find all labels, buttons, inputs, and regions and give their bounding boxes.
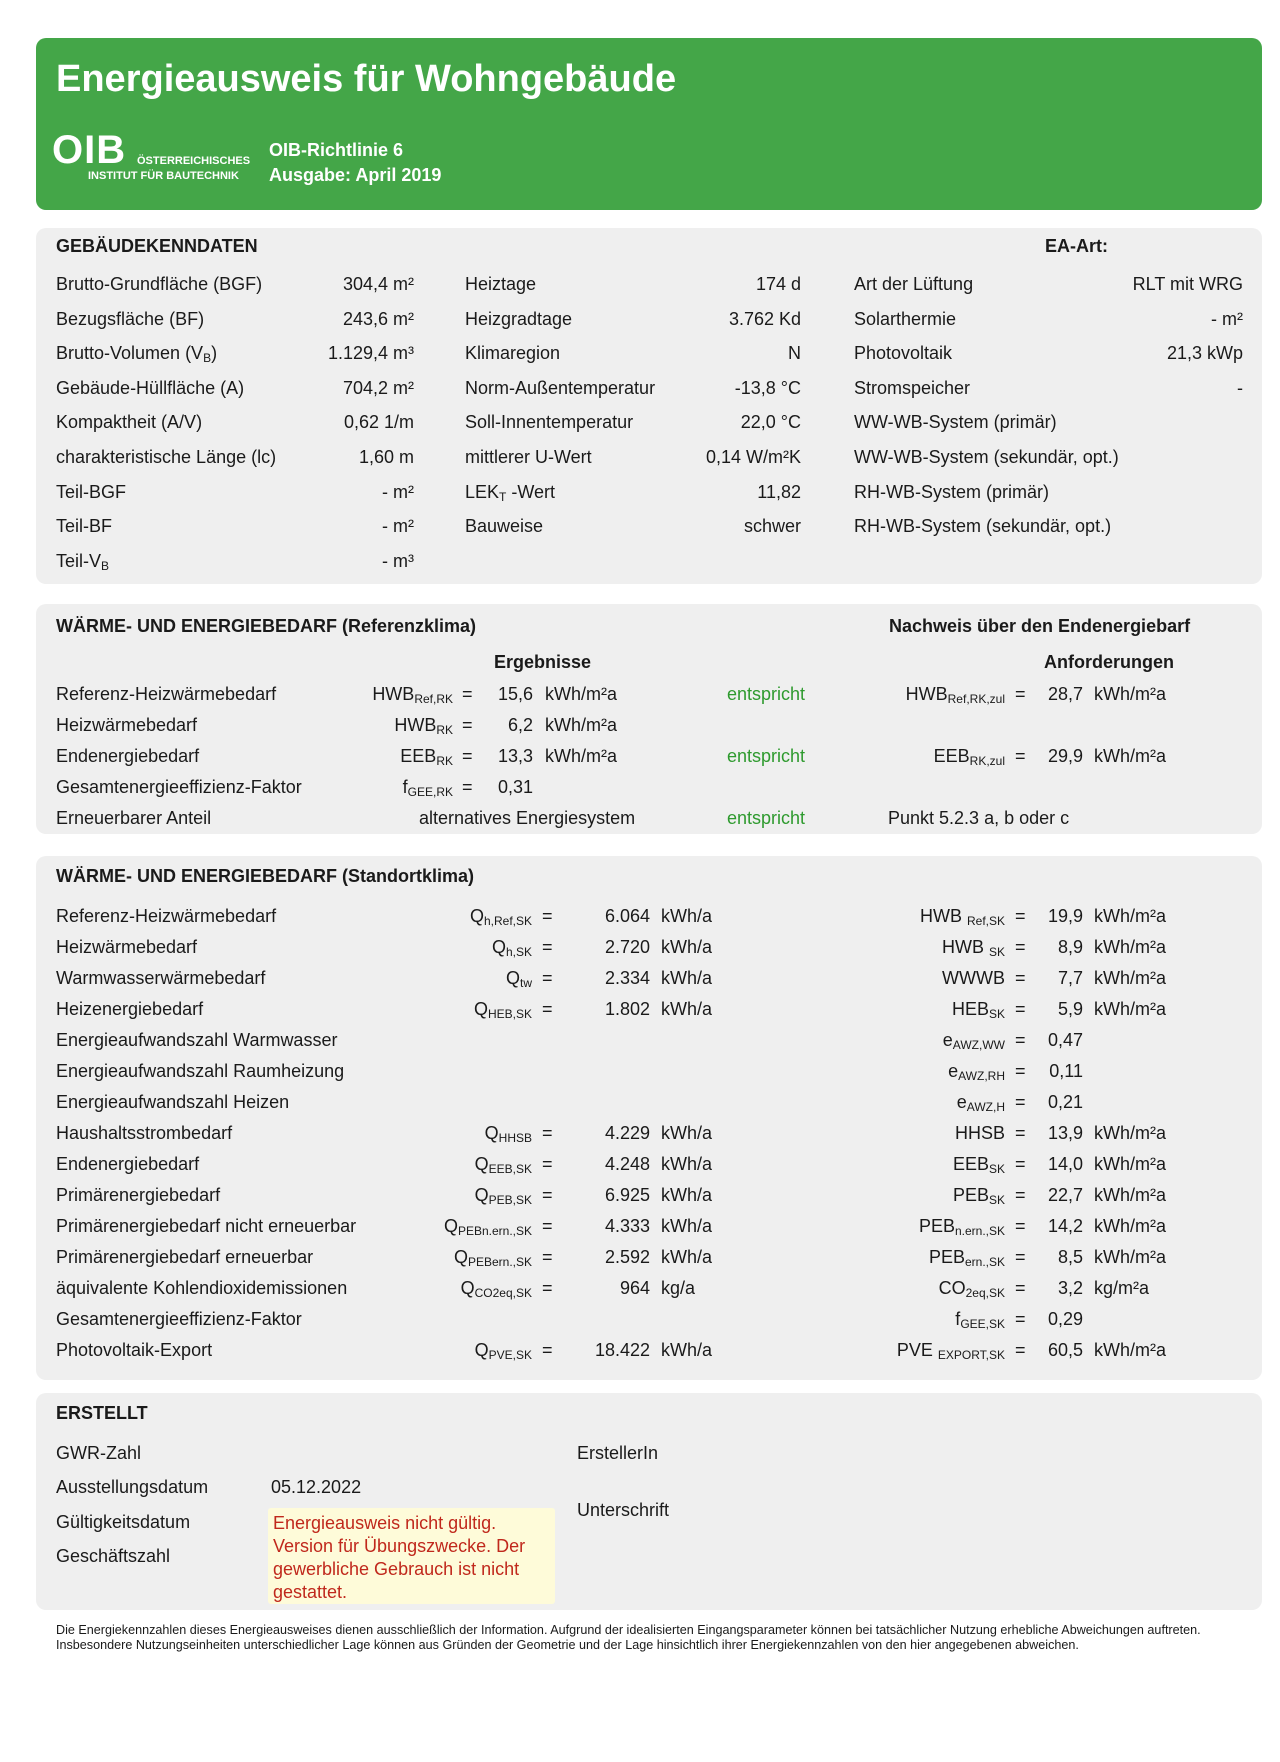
- building-value: 22,0 °C: [740, 412, 801, 433]
- building-value: - m²: [382, 481, 414, 502]
- site-symbol: $Q_{HEB,SK}$: [473, 999, 532, 1021]
- site-value: 4.229: [604, 1123, 650, 1143]
- site-label: Energieaufwandszahl Heizen: [56, 1092, 290, 1112]
- site-specific-unit: kWh/m²a: [1094, 1154, 1166, 1174]
- requirements-heading: Anforderungen: [1044, 652, 1174, 672]
- site-specific-value: 19,9: [1047, 906, 1083, 926]
- oib-logo: OIB: [52, 128, 127, 172]
- site-symbol: $Q_{CO2eq,SK}$: [460, 1278, 532, 1300]
- site-symbol: $Q_{tw}$: [505, 968, 532, 990]
- site-label: Primärenergiebedarf erneuerbar: [56, 1247, 314, 1267]
- building-value: -: [1237, 377, 1243, 398]
- created-heading: ERSTELLT: [56, 1403, 148, 1423]
- validity-label: Gültigkeitsdatum: [56, 1512, 191, 1532]
- page-title: Energieausweis für Wohngebäude: [56, 58, 677, 100]
- site-label: Referenz-Heizwärmebedarf: [56, 906, 277, 926]
- site-value: 6.064: [604, 906, 650, 926]
- site-specific-value: 5,9: [1057, 999, 1083, 1019]
- site-label: Endenergiebedarf: [56, 1154, 200, 1174]
- site-symbol: $Q_{HHSB}$: [484, 1123, 532, 1145]
- site-equals: =: [542, 1216, 553, 1236]
- requirement-symbol: $HWB_{Ref,RK,zul}$: [905, 684, 1005, 706]
- site-value: 18.422: [594, 1340, 650, 1360]
- building-label: Gebäude-Hüllfläche (A): [56, 377, 245, 398]
- gwr-label: GWR-Zahl: [56, 1443, 141, 1463]
- reference-label: Endenergiebedarf: [56, 746, 200, 766]
- site-specific-symbol: $f_{GEE,SK}$: [955, 1309, 1005, 1331]
- site-specific-equals: =: [1015, 1154, 1026, 1174]
- site-specific-equals: =: [1015, 968, 1026, 988]
- case-number-label: Geschäftszahl: [56, 1546, 171, 1566]
- site-value: 2.720: [604, 937, 650, 957]
- site-equals: =: [542, 937, 553, 957]
- building-value: 1.129,4 m³: [327, 343, 414, 364]
- reference-status: entspricht: [727, 746, 806, 766]
- building-value: 304,4 m²: [342, 274, 414, 294]
- warning-text: Energieausweis nicht gültig. Version für Übungszwecke. Der gewerbliche Gebrauch ist nicht gestattet.: [273, 1513, 526, 1602]
- requirement-unit: kWh/m²a: [1094, 746, 1166, 766]
- site-specific-unit: kWh/m²a: [1094, 1340, 1166, 1360]
- site-symbol: $Q_{EEB,SK}$: [474, 1154, 532, 1176]
- site-specific-equals: =: [1015, 999, 1026, 1019]
- site-specific-symbol: PVE $_{EXPORT,SK}$: [896, 1340, 1005, 1362]
- renewable-value: alternatives Energiesystem: [419, 808, 636, 828]
- signature-label: Unterschrift: [577, 1500, 670, 1520]
- site-specific-unit: kWh/m²a: [1094, 1123, 1166, 1143]
- site-specific-unit: kWh/m²a: [1094, 1185, 1166, 1205]
- site-specific-unit: kWh/m²a: [1094, 999, 1166, 1019]
- site-label: Energieaufwandszahl Raumheizung: [56, 1061, 345, 1081]
- building-value: - m³: [382, 550, 414, 571]
- site-label: äquivalente Kohlendioxidemissionen: [56, 1278, 348, 1298]
- renewable-label: Erneuerbarer Anteil: [56, 808, 212, 828]
- site-specific-unit: kWh/m²a: [1094, 968, 1166, 988]
- site-value: 4.333: [604, 1216, 650, 1236]
- site-label: Primärenergiebedarf: [56, 1185, 221, 1205]
- site-label: Gesamtenergieeffizienz-Faktor: [56, 1309, 302, 1329]
- author-label: ErstellerIn: [577, 1443, 659, 1463]
- site-specific-value: 7,7: [1057, 968, 1083, 988]
- site-value: 964: [619, 1278, 650, 1298]
- site-symbol: $Q_{h,SK}$: [491, 937, 532, 959]
- building-value: 0,62 1/m: [343, 412, 414, 433]
- site-specific-equals: =: [1015, 1030, 1026, 1050]
- site-equals: =: [542, 906, 553, 926]
- building-value: 3.762 Kd: [728, 308, 801, 329]
- building-label: Kompaktheit (A/V): [56, 412, 203, 433]
- building-label: Teil-BGF: [56, 481, 127, 502]
- site-equals: =: [542, 1185, 553, 1205]
- site-specific-symbol: HWB $_{SK}$: [941, 937, 1005, 959]
- building-label: Klimaregion: [465, 343, 561, 364]
- building-label: mittlerer U-Wert: [465, 447, 592, 467]
- building-label: Stromspeicher: [854, 377, 971, 398]
- reference-heading: WÄRME- UND ENERGIEBEDARF (Referenzklima): [56, 616, 477, 636]
- requirement-value: 29,9: [1047, 746, 1083, 766]
- reference-value: 0,31: [497, 777, 533, 797]
- requirement-equals: =: [1015, 684, 1026, 704]
- requirement-symbol: $EEB_{RK,zul}$: [933, 746, 1005, 768]
- site-label: Heizwärmebedarf: [56, 937, 198, 957]
- requirement-equals: =: [1015, 746, 1026, 766]
- building-label: RH-WB-System (primär): [854, 481, 1049, 502]
- site-value: 4.248: [604, 1154, 650, 1174]
- site-equals: =: [542, 968, 553, 988]
- building-value: RLT mit WRG: [1132, 274, 1243, 294]
- site-specific-value: 22,7: [1047, 1185, 1083, 1205]
- site-unit: kWh/a: [661, 1123, 713, 1143]
- site-label: Primärenergiebedarf nicht erneuerbar: [56, 1216, 357, 1236]
- guideline-label: OIB-Richtlinie 6: [269, 140, 404, 160]
- reference-panel: [36, 604, 1262, 834]
- site-specific-value: 14,2: [1047, 1216, 1083, 1236]
- reference-value: 15,6: [497, 684, 533, 704]
- site-specific-equals: =: [1015, 1247, 1026, 1267]
- building-label: Bauweise: [465, 516, 544, 537]
- requirement-unit: kWh/m²a: [1094, 684, 1166, 704]
- building-label: Art der Lüftung: [854, 274, 974, 294]
- building-label: Norm-Außentemperatur: [465, 377, 656, 398]
- building-label: RH-WB-System (sekundär, opt.): [854, 516, 1112, 537]
- site-unit: kWh/a: [661, 1247, 713, 1267]
- building-label: Teil-$V_B$: [56, 550, 110, 573]
- site-specific-unit: kWh/m²a: [1094, 1216, 1166, 1236]
- site-symbol: $Q_{h,Ref,SK}$: [469, 906, 532, 928]
- site-specific-symbol: $e_{AWZ,RH}$: [948, 1061, 1005, 1083]
- site-specific-symbol: HWB $_{Ref,SK}$: [919, 906, 1005, 928]
- site-label: Photovoltaik-Export: [56, 1340, 213, 1360]
- proof-heading: Nachweis über den Endenergiebarf: [889, 616, 1191, 636]
- reference-equals: =: [462, 684, 473, 704]
- site-value: 2.334: [604, 968, 650, 988]
- site-specific-equals: =: [1015, 1278, 1026, 1298]
- building-label: $LEK_T$ -Wert: [465, 481, 556, 504]
- building-label: Soll-Innentemperatur: [465, 412, 634, 433]
- building-value: 704,2 m²: [342, 377, 414, 398]
- building-value: 0,14 W/m²K: [705, 447, 801, 467]
- site-equals: =: [542, 1278, 553, 1298]
- site-specific-equals: =: [1015, 1340, 1026, 1360]
- reference-label: Gesamtenergieeffizienz-Faktor: [56, 777, 302, 797]
- reference-symbol: $HWB_{RK}$: [394, 715, 453, 737]
- site-value: 1.802: [604, 999, 650, 1019]
- building-label: Heizgradtage: [465, 308, 573, 329]
- site-specific-equals: =: [1015, 1185, 1026, 1205]
- building-value: 243,6 m²: [342, 308, 414, 329]
- reference-unit: kWh/m²a: [545, 715, 617, 735]
- site-unit: kWh/a: [661, 1340, 713, 1360]
- building-label: Brutto-Grundfläche (BGF): [56, 274, 263, 294]
- site-specific-unit: kWh/m²a: [1094, 1247, 1166, 1267]
- reference-value: 6,2: [507, 715, 533, 735]
- building-label: charakteristische Länge (lc): [56, 447, 277, 467]
- building-value: 1,60 m: [358, 447, 414, 467]
- site-symbol: $Q_{PEBn.ern.,SK}$: [443, 1216, 532, 1238]
- reference-unit: kWh/m²a: [545, 684, 617, 704]
- building-label: Teil-BF: [56, 516, 113, 537]
- site-specific-equals: =: [1015, 906, 1026, 926]
- site-value: 6.925: [604, 1185, 650, 1205]
- site-specific-value: 0,29: [1047, 1309, 1083, 1329]
- site-equals: =: [542, 1123, 553, 1143]
- site-specific-symbol: $PEB_{n.ern.,SK}$: [918, 1216, 1005, 1238]
- reference-label: Heizwärmebedarf: [56, 715, 198, 735]
- site-symbol: $Q_{PEB,SK}$: [474, 1185, 532, 1207]
- reference-symbol: $HWB_{Ref,RK}$: [372, 684, 453, 706]
- disclaimer-footnote: Die Energiekennzahlen dieses Energieausweises dienen ausschließlich der Information. Aufgrund der idealisierten Eingangsparameter können bei tatsächlicher Nutzung erhebliche Abweichungen auftreten. Insbesondere Nutzungseinheiten unterschiedlicher Lage können aus Gründen der Geometrie und der Lage hinsichtlich ihrer Energiekennzahlen von den hier angegebenen abweichen.: [56, 1623, 1201, 1652]
- site-specific-value: 8,9: [1057, 937, 1083, 957]
- site-specific-equals: =: [1015, 1216, 1026, 1236]
- site-equals: =: [542, 1247, 553, 1267]
- site-specific-equals: =: [1015, 1092, 1026, 1112]
- building-value: -13,8 °C: [734, 377, 801, 398]
- site-specific-symbol: $e_{AWZ,H}$: [956, 1092, 1005, 1114]
- requirement-value: 28,7: [1047, 684, 1083, 704]
- site-specific-equals: =: [1015, 937, 1026, 957]
- header-banner: [36, 38, 1262, 210]
- site-specific-equals: =: [1015, 1061, 1026, 1081]
- site-unit: kg/a: [661, 1278, 696, 1298]
- site-unit: kWh/a: [661, 968, 713, 988]
- building-value: schwer: [743, 516, 801, 537]
- site-specific-symbol: $EEB_{SK}$: [952, 1154, 1005, 1176]
- ea-art-label: EA-Art:: [1045, 236, 1108, 256]
- site-specific-value: 60,5: [1047, 1340, 1083, 1360]
- building-value: - m²: [382, 516, 414, 537]
- reference-equals: =: [462, 715, 473, 735]
- site-equals: =: [542, 999, 553, 1019]
- reference-status: entspricht: [727, 684, 806, 704]
- renewable-status: entspricht: [727, 808, 806, 828]
- site-panel: [36, 856, 1262, 1380]
- site-label: Haushaltsstrombedarf: [56, 1123, 233, 1143]
- reference-equals: =: [462, 777, 473, 797]
- building-label: WW-WB-System (primär): [854, 412, 1057, 433]
- site-unit: kWh/a: [661, 1185, 713, 1205]
- issue-date-label: Ausstellungsdatum: [56, 1477, 209, 1497]
- building-label: Brutto-Volumen $(V_B)$: [56, 343, 218, 366]
- site-specific-unit: kWh/m²a: [1094, 906, 1166, 926]
- site-unit: kWh/a: [661, 1154, 713, 1174]
- site-unit: kWh/a: [661, 999, 713, 1019]
- edition-label: Ausgabe: April 2019: [269, 165, 442, 185]
- site-heading: WÄRME- UND ENERGIEBEDARF (Standortklima): [56, 866, 475, 886]
- site-specific-value: 14,0: [1047, 1154, 1083, 1174]
- building-heading: GEBÄUDEKENNDATEN: [56, 236, 258, 256]
- building-value: 21,3 kWp: [1166, 343, 1243, 364]
- site-specific-value: 0,47: [1047, 1030, 1083, 1050]
- issue-date-value: 05.12.2022: [271, 1477, 362, 1497]
- site-label: Heizenergiebedarf: [56, 999, 204, 1019]
- building-label: WW-WB-System (sekundär, opt.): [854, 447, 1119, 467]
- site-label: Warmwasserwärmebedarf: [56, 968, 266, 988]
- building-value: 11,82: [757, 481, 801, 502]
- site-specific-value: 3,2: [1057, 1278, 1083, 1298]
- building-label: Photovoltaik: [854, 343, 953, 364]
- reference-label: Referenz-Heizwärmebedarf: [56, 684, 277, 704]
- building-value: 174 d: [755, 274, 801, 294]
- site-symbol: $Q_{PVE,SK}$: [474, 1340, 532, 1362]
- site-specific-equals: =: [1015, 1309, 1026, 1329]
- results-heading: Ergebnisse: [494, 652, 592, 672]
- site-specific-symbol: $CO_{2eq,SK}$: [938, 1278, 1005, 1300]
- reference-equals: =: [462, 746, 473, 766]
- building-label: Heiztage: [465, 274, 537, 294]
- building-label: Solarthermie: [854, 308, 957, 329]
- site-value: 2.592: [604, 1247, 650, 1267]
- logo-subtitle-1: ÖSTERREICHISCHES: [137, 155, 251, 167]
- site-specific-value: 13,9: [1047, 1123, 1083, 1143]
- reference-unit: kWh/m²a: [545, 746, 617, 766]
- site-equals: =: [542, 1154, 553, 1174]
- site-symbol: $Q_{PEBern.,SK}$: [453, 1247, 532, 1269]
- site-specific-symbol: $PEB_{ern.,SK}$: [928, 1247, 1005, 1269]
- site-specific-symbol: HHSB: [954, 1123, 1005, 1143]
- site-unit: kWh/a: [661, 937, 713, 957]
- reference-symbol: $EEB_{RK}$: [400, 746, 453, 768]
- renewable-requirement: Punkt 5.2.3 a, b oder c: [888, 808, 1070, 828]
- logo-subtitle-2: INSTITUT FÜR BAUTECHNIK: [88, 170, 239, 182]
- site-specific-symbol: $HEB_{SK}$: [951, 999, 1005, 1021]
- building-value: N: [788, 343, 801, 364]
- site-specific-equals: =: [1015, 1123, 1026, 1143]
- building-value: - m²: [1211, 308, 1243, 329]
- reference-symbol: $f_{GEE,RK}$: [402, 777, 453, 799]
- site-specific-value: 0,11: [1049, 1061, 1083, 1081]
- site-specific-symbol: $PEB_{SK}$: [952, 1185, 1005, 1207]
- site-specific-symbol: WWWB: [942, 968, 1005, 988]
- site-specific-symbol: $e_{AWZ,WW}$: [942, 1030, 1005, 1052]
- site-specific-value: 8,5: [1057, 1247, 1083, 1267]
- reference-value: 13,3: [497, 746, 533, 766]
- building-label: Bezugsfläche (BF): [56, 308, 205, 329]
- site-specific-unit: kg/m²a: [1094, 1278, 1150, 1298]
- site-unit: kWh/a: [661, 1216, 713, 1236]
- site-equals: =: [542, 1340, 553, 1360]
- site-unit: kWh/a: [661, 906, 713, 926]
- site-label: Energieaufwandszahl Warmwasser: [56, 1030, 338, 1050]
- site-specific-unit: kWh/m²a: [1094, 937, 1166, 957]
- site-specific-value: 0,21: [1047, 1092, 1083, 1112]
